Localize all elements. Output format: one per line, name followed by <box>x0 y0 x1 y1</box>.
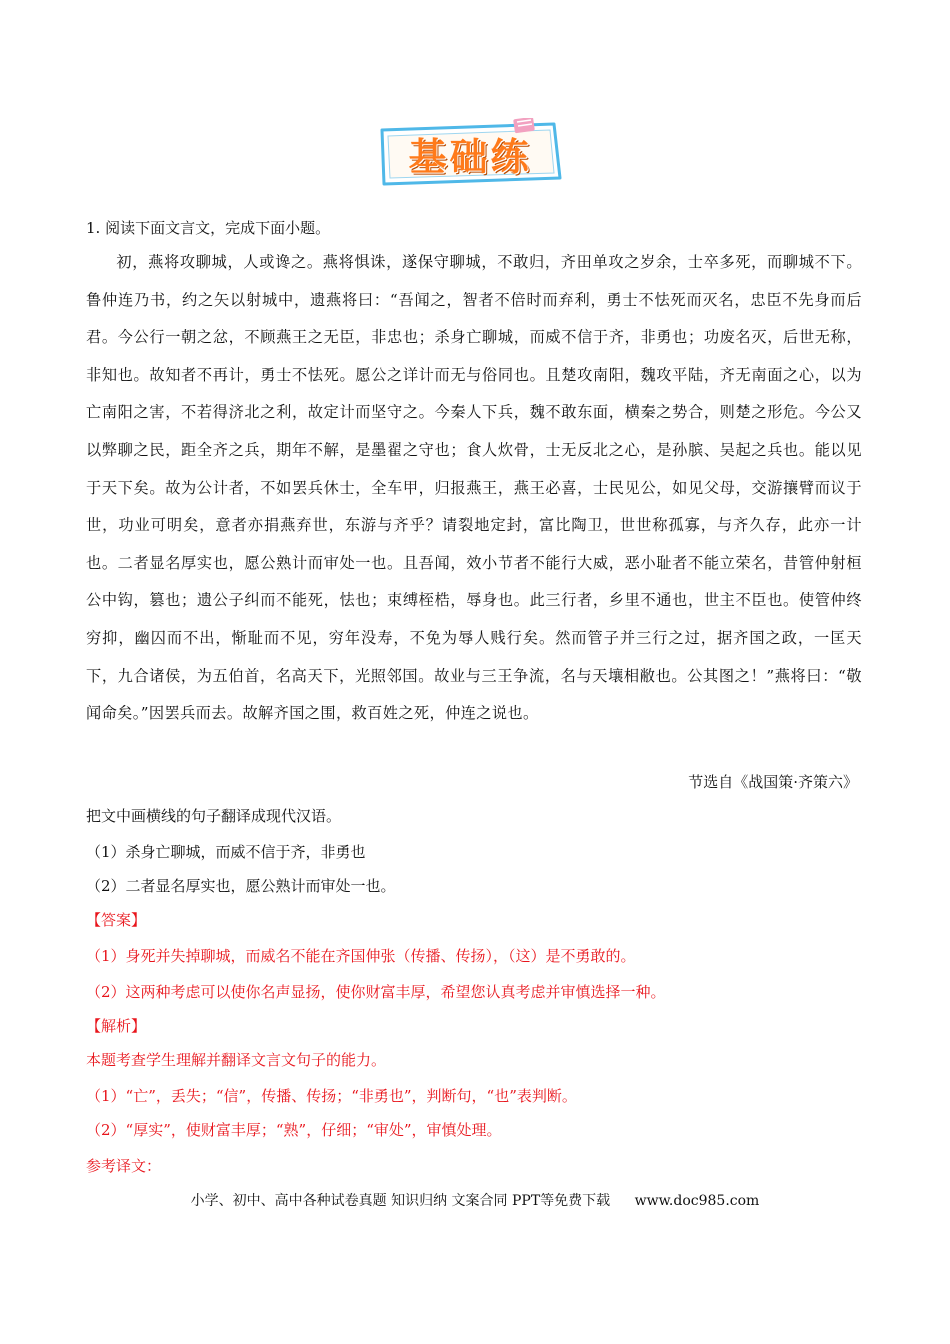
analysis-heading: 【解析】 <box>86 1017 147 1035</box>
section-banner <box>374 118 566 188</box>
analysis-intro: 本题考查学生理解并翻译文言文句子的能力。 <box>86 1051 387 1069</box>
reference-translation-label: 参考译文： <box>86 1157 162 1175</box>
page-footer <box>0 1192 950 1210</box>
analysis-item-1: （1）“亡”，丢失；“信”，传播、传扬；“非勇也”，判断句，“也”表判断。 <box>86 1087 577 1105</box>
question-item-2: （2）二者显名厚实也，愿公熟计而审处一也。 <box>86 877 396 895</box>
answer-item-2: （2）这两种考虑可以使你名声显扬，使你财富丰厚，希望您认真考虑并审慎选择一种。 <box>86 983 666 1001</box>
banner-title: 基础练 <box>408 134 532 179</box>
passage-source: 节选自《战国策·齐策六》 <box>688 773 858 791</box>
question-item-1: （1）杀身亡聊城，而威不信于齐，非勇也 <box>86 843 366 861</box>
classical-passage: 初，燕将攻聊城，人或谗之。燕将惧诛，遂保守聊城，不敢归，齐田单攻之岁余，士卒多死，而聊城不下。鲁仲连乃书，约之矢以射城中，遗燕将曰：“吾闻之，智者不倍时而弃利，勇士不怯死而灭名，忠臣不先身而后君。今公行一朝之忿，不顾燕王之无臣，非忠也；杀身亡聊城，而威不信于齐，非勇也；功废名灭，后世无称，非知也。故知者不再计，勇士不怯死。愿公之详计而无与俗同也。且楚攻南阳，魏攻平陆，齐无南面之心，以为亡南阳之害，不若得济北之利，故定计而坚守之。今秦人下兵，魏不敢东面，横秦之势合，则楚之形危。今公又以弊聊之民，距全齐之兵，期年不解，是墨翟之守也；食人炊骨，士无反北之心，是孙膑、吴起之兵也。能以见于天下矣。故为公计者，不如罢兵休士，全车甲，归报燕王，燕王必喜，士民见公，如见父母，交游攘臂而议于世，功业可明矣，意者亦捐燕弃世，东游与齐乎？请裂地定封，富比陶卫，世世称孤寡，与齐久存，此亦一计也。二者显名厚实也，愿公熟计而审处一也。且吾闻，效小节者不能行大威，恶小耻者不能立荣名，昔管仲射桓公中钩，篡也；遗公子纠而不能死，怯也；束缚桎梏，辱身也。此三行者，乡里不通也，世主不臣也。使管仲终穷抑，幽囚而不出，惭耻而不见，穷年没寿，不免为辱人贱行矣。然而管子并三行之过，据齐国之政，一匡天下，九合诸侯，为五伯首，名高天下，光照邻国。故业与三王争流，名与天壤相敝也。公其图之！”燕将曰：“敬闻命矣。”因罢兵而去。故解齐国之围，救百姓之死，仲连之说也。 <box>86 253 862 723</box>
answer-heading: 【答案】 <box>86 911 147 929</box>
answer-item-1: （1）身死并失掉聊城，而威名不能在齐国伸张（传播、传扬），（这）是不勇敢的。 <box>86 947 636 965</box>
footer-text: 小学、初中、高中各种试卷真题 知识归纳 文案合同 PPT等免费下载 <box>190 1193 611 1209</box>
translation-instruction: 把文中画横线的句子翻译成现代汉语。 <box>86 807 342 825</box>
footer-url[interactable]: www.doc985.com <box>634 1193 760 1209</box>
question-prompt: 1. 阅读下面文言文，完成下面小题。 <box>86 219 331 237</box>
analysis-item-2: （2）“厚实”，使财富丰厚；“熟”，仔细；“审处”，审慎处理。 <box>86 1121 502 1139</box>
